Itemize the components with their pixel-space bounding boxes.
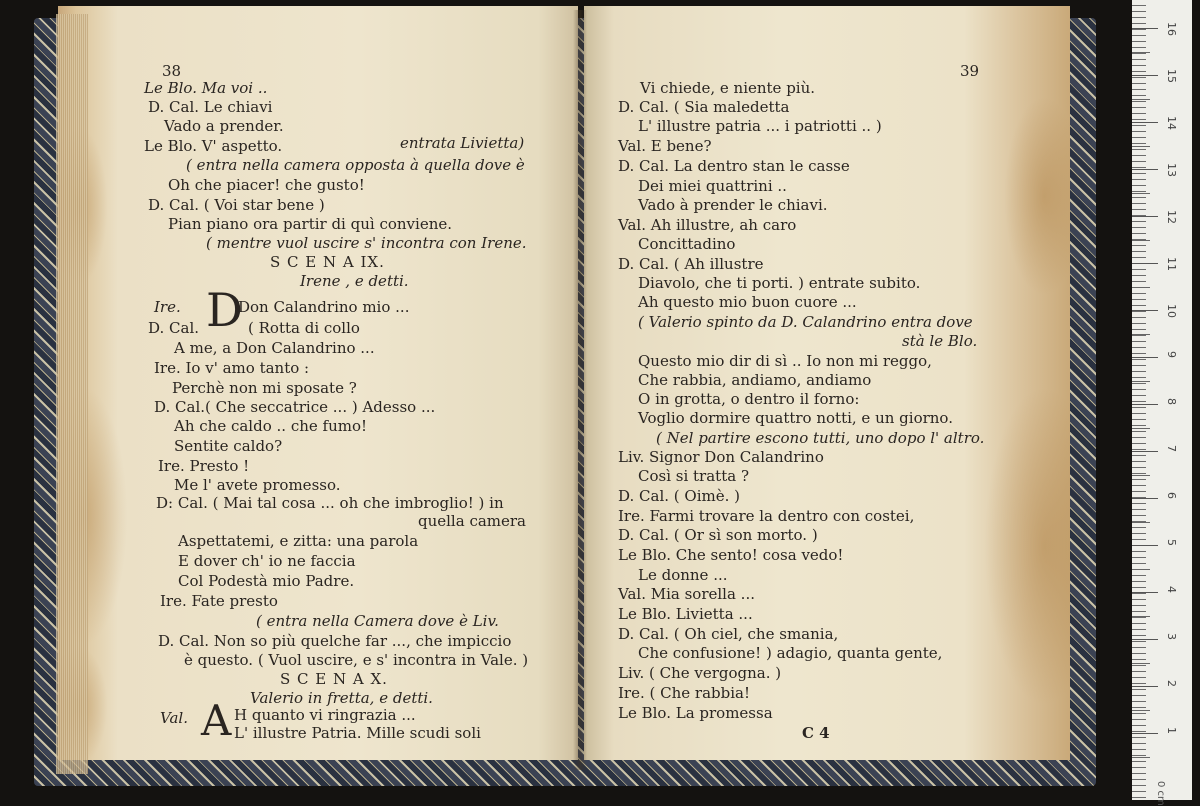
ruler-tick <box>1132 216 1158 217</box>
text-line: Le Blo. Ma voi .. <box>144 79 268 97</box>
ruler-label: 13 <box>1165 163 1178 177</box>
ruler-tick <box>1132 451 1158 452</box>
text-line: E dover ch' io ne faccia <box>178 552 356 570</box>
text-line: Vado à prender le chiavi. <box>638 196 828 214</box>
text-line: Me l' avete promesso. <box>174 476 341 494</box>
ruler-tick <box>1132 686 1158 687</box>
ruler-half-tick <box>1132 146 1150 147</box>
text-line: Valerio in fretta, e detti. <box>250 689 433 707</box>
ruler-label: 9 <box>1165 351 1178 358</box>
text-line: D. Cal. ( Oh ciel, che smania, <box>618 625 839 643</box>
text-line: Voglio dormire quattro notti, e un giorno. <box>638 409 953 427</box>
ruler-half-tick <box>1132 710 1150 711</box>
text-line: Ire. ( Che rabbia! <box>618 684 750 702</box>
text-line: Concittadino <box>638 235 736 253</box>
text-line: Ire. Presto ! <box>158 457 250 475</box>
text-line: Questo mio dir di sì .. Io non mi reggo, <box>638 352 932 370</box>
ruler-label: 10 <box>1165 304 1178 318</box>
text-line: D. Cal. Le chiavi <box>148 98 273 116</box>
text-line: Ah che caldo .. che fumo! <box>174 417 368 435</box>
text-line: ( entra nella Camera dove è Liv. <box>256 612 499 630</box>
ruler-half-tick <box>1132 334 1150 335</box>
text-line: D. Cal. ( Ah illustre <box>618 255 764 273</box>
text-line: ( mentre vuol uscire s' incontra con Irene. <box>206 234 527 252</box>
text-line: ( Valerio spinto da D. Calandrino entra dove <box>638 313 973 331</box>
text-line: Val. Ah illustre, ah caro <box>618 216 797 234</box>
scene-heading: S C E N A X. <box>280 670 388 688</box>
ruler-half-tick <box>1132 287 1150 288</box>
ruler-half-tick <box>1132 52 1150 53</box>
ruler-label: 3 <box>1165 633 1178 640</box>
page-number: 39 <box>960 62 980 80</box>
drop-cap-a: A <box>201 696 232 745</box>
ruler-half-tick <box>1132 381 1150 382</box>
ruler-label: 8 <box>1165 398 1178 405</box>
ruler-tick <box>1132 498 1158 499</box>
ruler-label: 15 <box>1165 69 1178 83</box>
ruler-half-tick <box>1132 475 1150 476</box>
text-line: Le Blo. La promessa <box>618 704 773 722</box>
text-line: Aspettatemi, e zitta: una parola <box>178 532 419 550</box>
scene-heading: S C E N A IX. <box>270 253 385 271</box>
text-line: O in grotta, o dentro il forno: <box>638 390 860 408</box>
ruler-half-tick <box>1132 663 1150 664</box>
text-line: D. Cal. ( Oimè. ) <box>618 487 740 505</box>
text-line: Le Blo. Che sento! cosa vedo! <box>618 546 844 564</box>
text-line: Ire. Farmi trovare la dentro con costei, <box>618 507 915 525</box>
ruler-half-tick <box>1132 99 1150 100</box>
ruler-tick <box>1132 357 1158 358</box>
text-line: Così si tratta ? <box>638 467 749 485</box>
text-line: Che confusione! ) adagio, quanta gente, <box>638 644 943 662</box>
ruler-label: 14 <box>1165 116 1178 130</box>
ruler-label: 11 <box>1165 257 1178 271</box>
text-line: D. Cal. ( Voi star bene ) <box>148 196 325 214</box>
ruler-label: 7 <box>1165 445 1178 452</box>
text-line: Che rabbia, andiamo, andiamo <box>638 371 872 389</box>
drop-cap-d: D <box>206 283 243 337</box>
text-line: D. Cal. ( Sia maledetta <box>618 98 790 116</box>
text-line: è questo. ( Vuol uscire, e s' incontra in Vale. ) <box>184 651 529 669</box>
speaker-label: Val. <box>160 709 188 727</box>
text-line: entrata Livietta) <box>400 134 525 152</box>
text-line: Vado a prender. <box>164 117 284 135</box>
ruler-half-tick <box>1132 240 1150 241</box>
text-line: Val. Mia sorella ... <box>618 585 755 603</box>
water-stain <box>984 386 1070 706</box>
ruler-tick <box>1132 733 1158 734</box>
ruler-tick <box>1132 263 1158 264</box>
left-page <box>58 6 578 760</box>
text-line: Pian piano ora partir di quì conviene. <box>168 215 452 233</box>
ruler-label: 4 <box>1165 586 1178 593</box>
ruler-tick <box>1132 169 1158 170</box>
text-line: Diavolo, che ti porti. ) entrate subito. <box>638 274 921 292</box>
text-line: Ire. Fate presto <box>160 592 278 610</box>
text-line: Perchè non mi sposate ? <box>172 379 357 397</box>
text-line: Liv. Signor Don Calandrino <box>618 448 824 466</box>
ruler-unit: 0 cm <box>1155 781 1166 806</box>
text-line: D. Cal. Non so più quelche far ..., che impiccio <box>158 632 512 650</box>
text-line: D. Cal. La dentro stan le casse <box>618 157 850 175</box>
text-line: Liv. ( Che vergogna. ) <box>618 664 782 682</box>
ruler-label: 12 <box>1165 210 1178 224</box>
ruler-tick <box>1132 639 1158 640</box>
ruler-label: 16 <box>1165 22 1178 36</box>
ruler-tick <box>1132 592 1158 593</box>
ruler-half-tick <box>1132 569 1150 570</box>
ruler-half-tick <box>1132 757 1150 758</box>
text-line: stà le Blo. <box>902 332 978 350</box>
text-line: Col Podestà mio Padre. <box>178 572 355 590</box>
text-line: Val. E bene? <box>618 137 712 155</box>
ruler-half-tick <box>1132 522 1150 523</box>
book-gutter <box>573 10 587 770</box>
ruler-half-tick <box>1132 193 1150 194</box>
text-line: Le donne ... <box>638 566 728 584</box>
text-line: A me, a Don Calandrino ... <box>174 339 375 357</box>
text-line: ( Nel partire escono tutti, uno dopo l' altro. <box>656 429 985 447</box>
text-line: quella camera <box>418 512 527 530</box>
text-line: H quanto vi ringrazia ... <box>234 706 416 724</box>
ruler-label: 1 <box>1165 727 1178 734</box>
text-line: Ire. Io v' amo tanto : <box>154 359 310 377</box>
text-line: ( entra nella camera opposta à quella dove è <box>186 156 525 174</box>
text-line: D. Cal. ( Or sì son morto. ) <box>618 526 818 544</box>
text-line: Dei miei quattrini .. <box>638 177 787 195</box>
measuring-ruler <box>1132 0 1192 806</box>
ruler-tick <box>1132 122 1158 123</box>
text-line: Irene , e detti. <box>300 272 409 290</box>
page-number: 38 <box>162 62 182 80</box>
ruler-label: 2 <box>1165 680 1178 687</box>
text-line: ( Rotta di collo <box>248 319 360 337</box>
speaker-label: D. Cal. <box>148 319 200 337</box>
signature-mark: C 4 <box>802 724 830 742</box>
ruler-tick <box>1132 75 1158 76</box>
text-line: Sentite caldo? <box>174 437 283 455</box>
ruler-tick <box>1132 28 1158 29</box>
text-line: Oh che piacer! che gusto! <box>168 176 365 194</box>
right-page <box>584 6 1070 760</box>
page-edge <box>56 14 88 774</box>
water-stain <box>1004 96 1070 296</box>
text-line: Don Calandrino mio ... <box>238 298 410 316</box>
text-line: L' illustre Patria. Mille scudi soli <box>234 724 481 742</box>
speaker-label: Ire. <box>154 298 181 316</box>
ruler-label: 6 <box>1165 492 1178 499</box>
text-line: Le Blo. Livietta ... <box>618 605 753 623</box>
ruler-label: 5 <box>1165 539 1178 546</box>
text-line: Vi chiede, e niente più. <box>640 79 816 97</box>
ruler-tick <box>1132 404 1158 405</box>
ruler-half-tick <box>1132 428 1150 429</box>
ruler-tick <box>1132 310 1158 311</box>
ruler-half-tick <box>1132 616 1150 617</box>
text-line: Le Blo. V' aspetto. <box>144 137 283 155</box>
text-line: D. Cal.( Che seccatrice ... ) Adesso ... <box>154 398 436 416</box>
text-line: L' illustre patria ... i patriotti .. ) <box>638 117 882 135</box>
ruler-tick <box>1132 545 1158 546</box>
text-line: D: Cal. ( Mai tal cosa ... oh che imbroglio! ) in <box>156 494 504 512</box>
text-line: Ah questo mio buon cuore ... <box>638 293 857 311</box>
